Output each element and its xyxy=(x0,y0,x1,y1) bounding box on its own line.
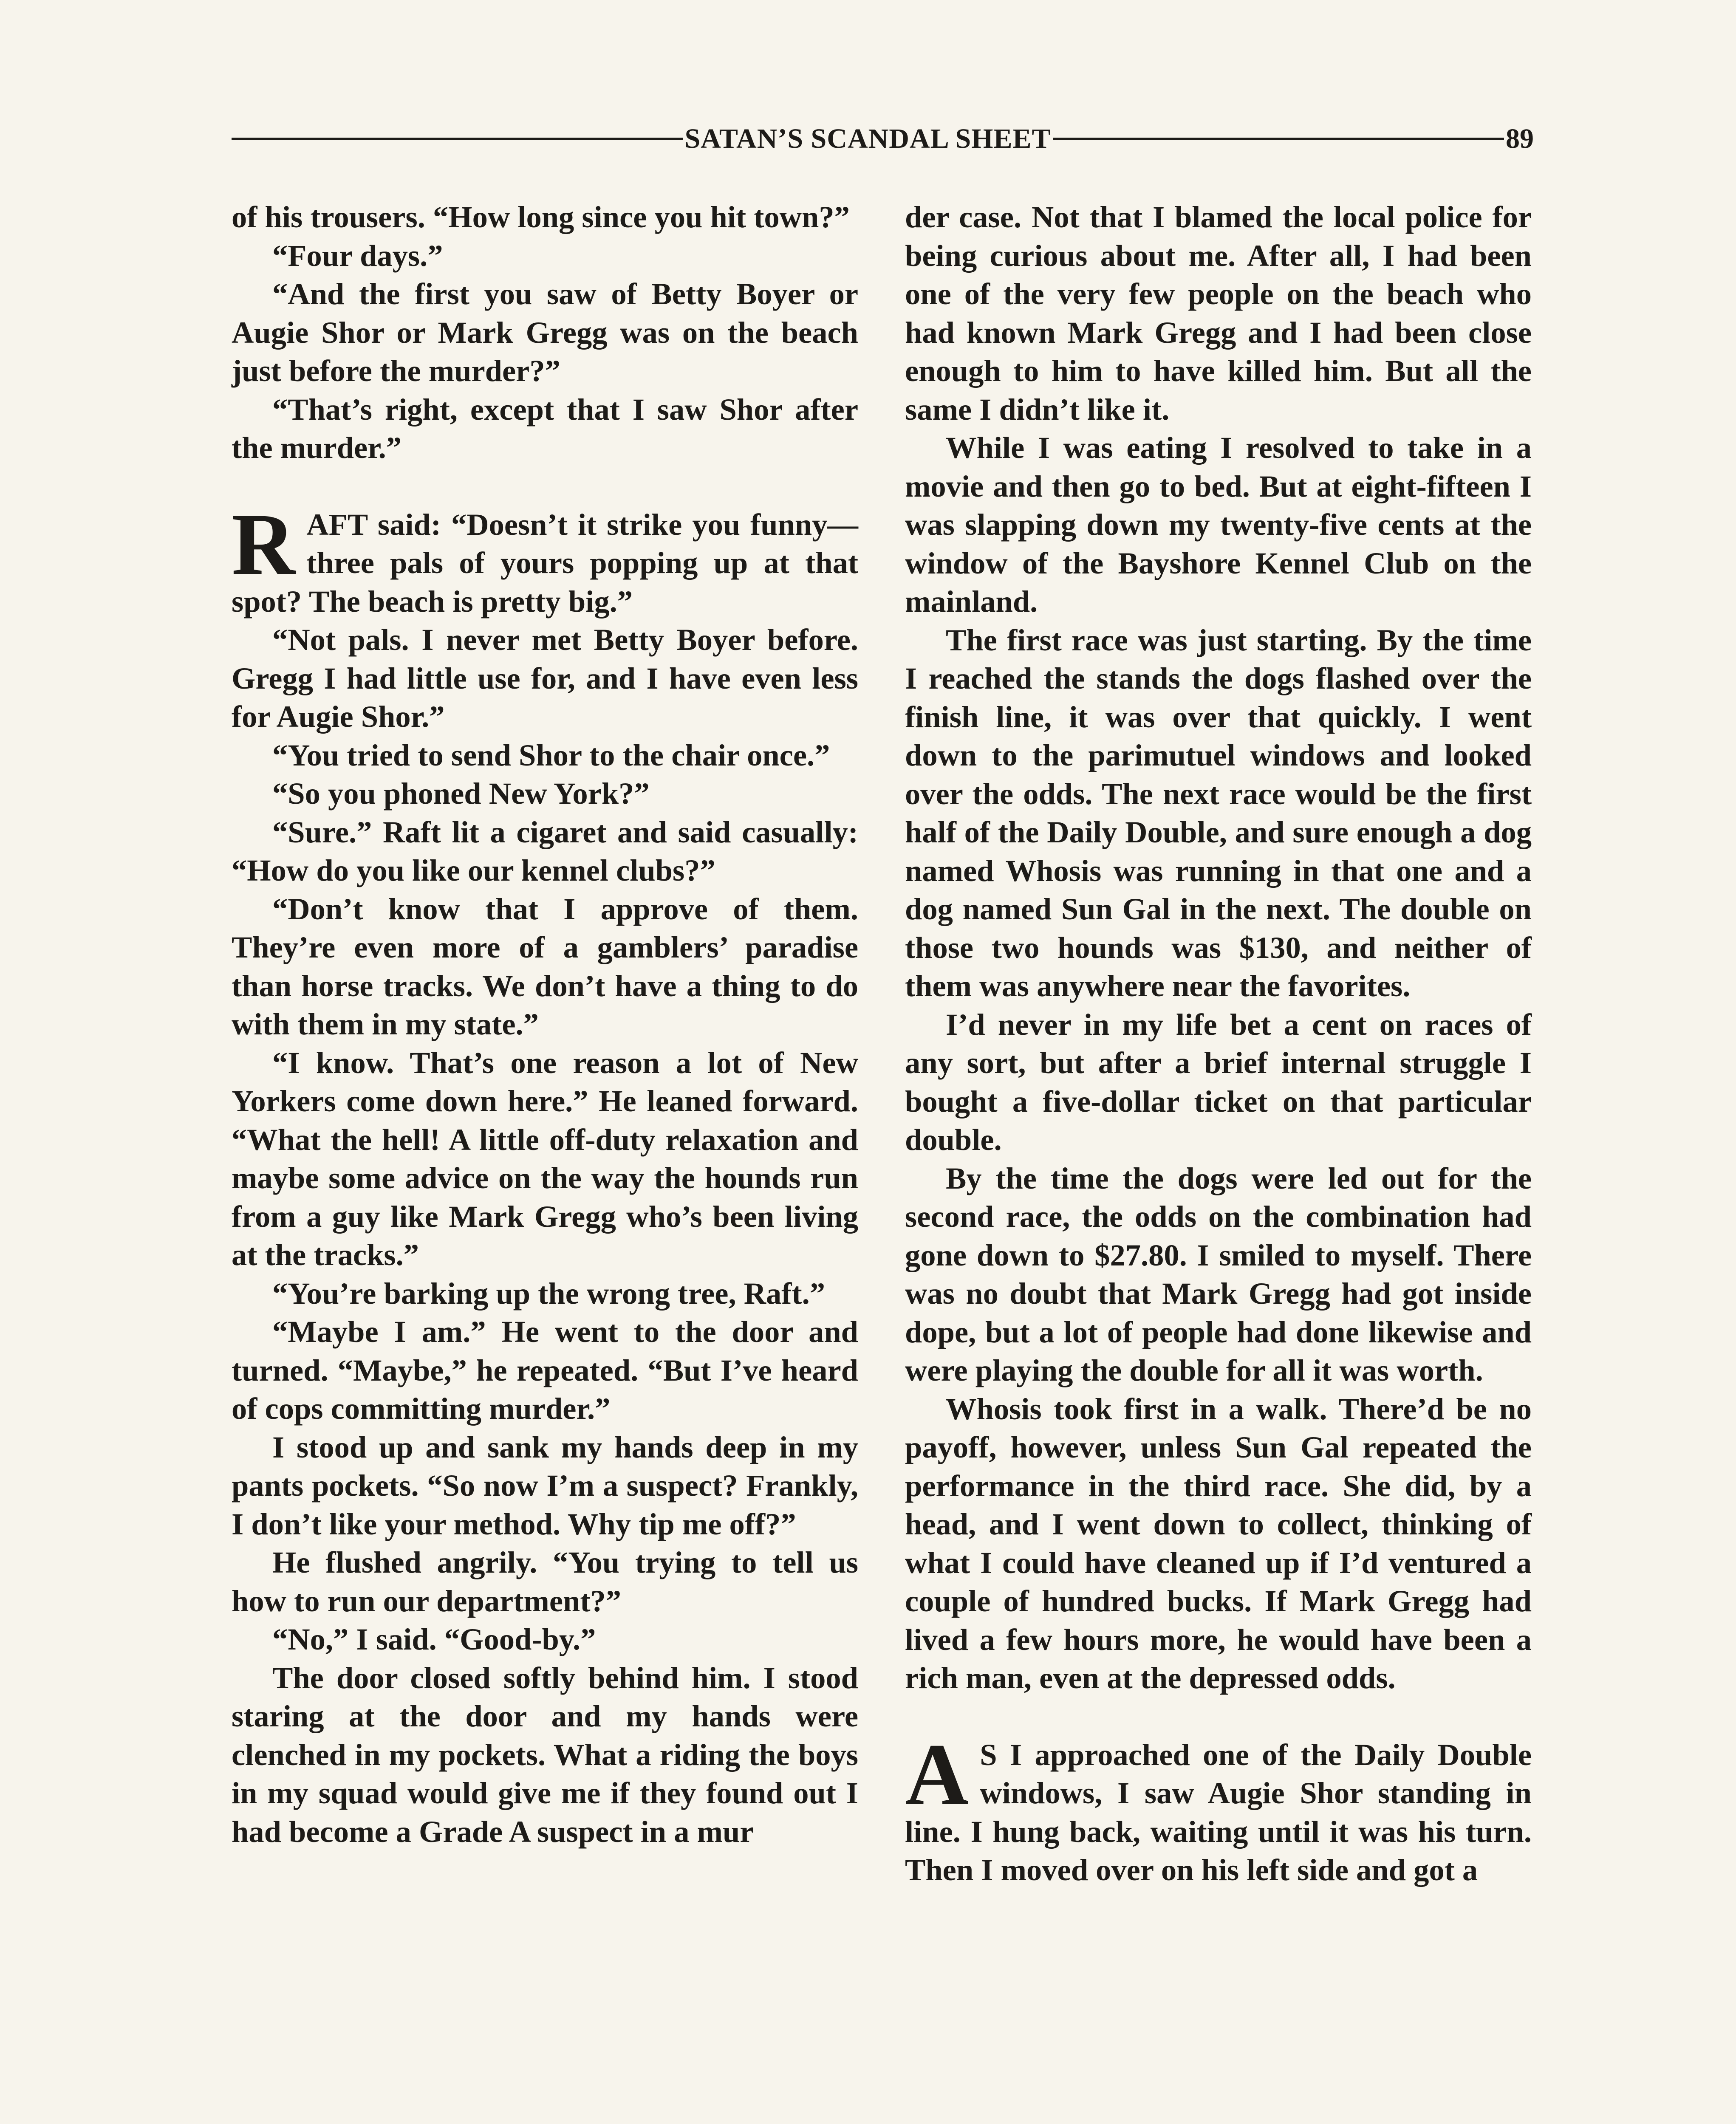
paragraph: “Not pals. I never met Betty Boyer before. Gregg I had little use for, and I have even less for Augie Shor.” xyxy=(232,622,858,734)
paragraph: “You tried to send Shor to the chair once.” xyxy=(272,737,830,772)
left-column xyxy=(232,198,858,1851)
paragraph: By the time the dogs were led out for the second race, the odds on the combination had gone down to $27.80. I smiled to myself. There was no doubt that Mark Gregg had got inside dope, but a lot of people had done likewise and were playing the double for all it was worth. xyxy=(905,1161,1532,1387)
paragraph: I stood up and sank my hands deep in my pants pockets. “So now I’m a suspect? Frankly, I don’t like your method. Why tip me off?” xyxy=(232,1429,858,1541)
drop-cap: R xyxy=(232,495,296,593)
paragraph: “So you phoned New York?” xyxy=(272,776,650,811)
paragraph: “I know. That’s one reason a lot of New Yorkers come down here.” He leaned forward. “What the hell! A little off-duty relaxation and maybe some advice on the way the hounds run from a guy like Mark Gregg who’s been living at the tracks.” xyxy=(232,1045,858,1272)
paragraph-text: AFT said: “Doesn’t it strike you funny—three pals of yours popping up at that spot? The beach is pretty big.” xyxy=(232,507,858,619)
paragraph: “Four days.” xyxy=(272,238,443,273)
paragraph: “That’s right, except that I saw Shor after the murder.” xyxy=(232,392,858,465)
paragraph: He flushed angrily. “You trying to tell us how to run our department?” xyxy=(232,1545,858,1618)
paragraph: “You’re barking up the wrong tree, Raft.” xyxy=(272,1276,825,1311)
paragraph: The door closed softly behind him. I stood staring at the door and my hands were clenched in my pockets. What a riding the boys in my squad would give me if they found out I had become a Grade A suspect in a mur xyxy=(232,1660,858,1849)
right-column xyxy=(905,198,1532,1890)
paragraph: “No,” I said. “Good-by.” xyxy=(272,1622,596,1656)
section-paragraph xyxy=(232,495,858,621)
paragraph: The first race was just starting. By the time I reached the stands the dogs flashed over the finish line, it was over that quickly. I went down to the parimutuel windows and looked over the odds. The next race would be the first half of the Daily Double, and sure enough a dog named Whosis was running in that one and a dog named Sun Gal in the next. The double on those two hounds was $130, and neither of them was anywhere near the favorites. xyxy=(905,622,1532,1003)
paragraph-text: S I approached one of the Daily Double windows, I saw Augie Shor standing in line. I hung back, waiting until it was his turn. Then I moved over on his left side and got a xyxy=(905,1737,1532,1887)
paragraph: While I was eating I resolved to take in a movie and then go to bed. But at eight-fifteen I was slapping down my twenty-five cents at the window of the Bayshore Kennel Club on the mainland. xyxy=(905,430,1532,619)
paragraph: “And the first you saw of Betty Boyer or Augie Shor or Mark Gregg was on the beach just before the murder?” xyxy=(232,277,858,388)
header-title: SATAN’S SCANDAL SHEET xyxy=(684,123,1051,154)
paragraph: “Maybe I am.” He went to the door and turned. “Maybe,” he repeated. “But I’ve heard of cops committing murder.” xyxy=(232,1314,858,1426)
running-header xyxy=(232,120,1534,158)
paragraph: der case. Not that I blamed the local police for being curious about me. After all, I had been one of the very few people on the beach who had known Mark Gregg and I had been close enough to him to have killed him. But all the same I didn’t like it. xyxy=(905,200,1532,426)
drop-cap: A xyxy=(905,1725,969,1823)
header-rule-right xyxy=(1053,138,1504,140)
paragraph: of his trousers. “How long since you hit town?” xyxy=(232,200,850,234)
page-number: 89 xyxy=(1506,123,1534,154)
header-rule-left xyxy=(232,138,683,140)
paragraph: “Sure.” Raft lit a cigaret and said casually: “How do you like our kennel clubs?” xyxy=(232,814,858,887)
section-paragraph xyxy=(905,1725,1532,1890)
paragraph: Whosis took first in a walk. There’d be no payoff, however, unless Sun Gal repeated the performance in the third race. She did, by a head, and I went down to collect, thinking of what I could have cleaned up if I’d ventured a couple of hundred bucks. If Mark Gregg had lived a few hours more, he would have been a rich man, even at the depressed odds. xyxy=(905,1391,1532,1695)
paragraph: “Don’t know that I approve of them. They’re even more of a gamblers’ paradise than horse tracks. We don’t have a thing to do with them in my state.” xyxy=(232,891,858,1041)
paragraph: I’d never in my life bet a cent on races of any sort, but after a brief internal struggle I bought a five-dollar ticket on that particular double. xyxy=(905,1007,1532,1157)
